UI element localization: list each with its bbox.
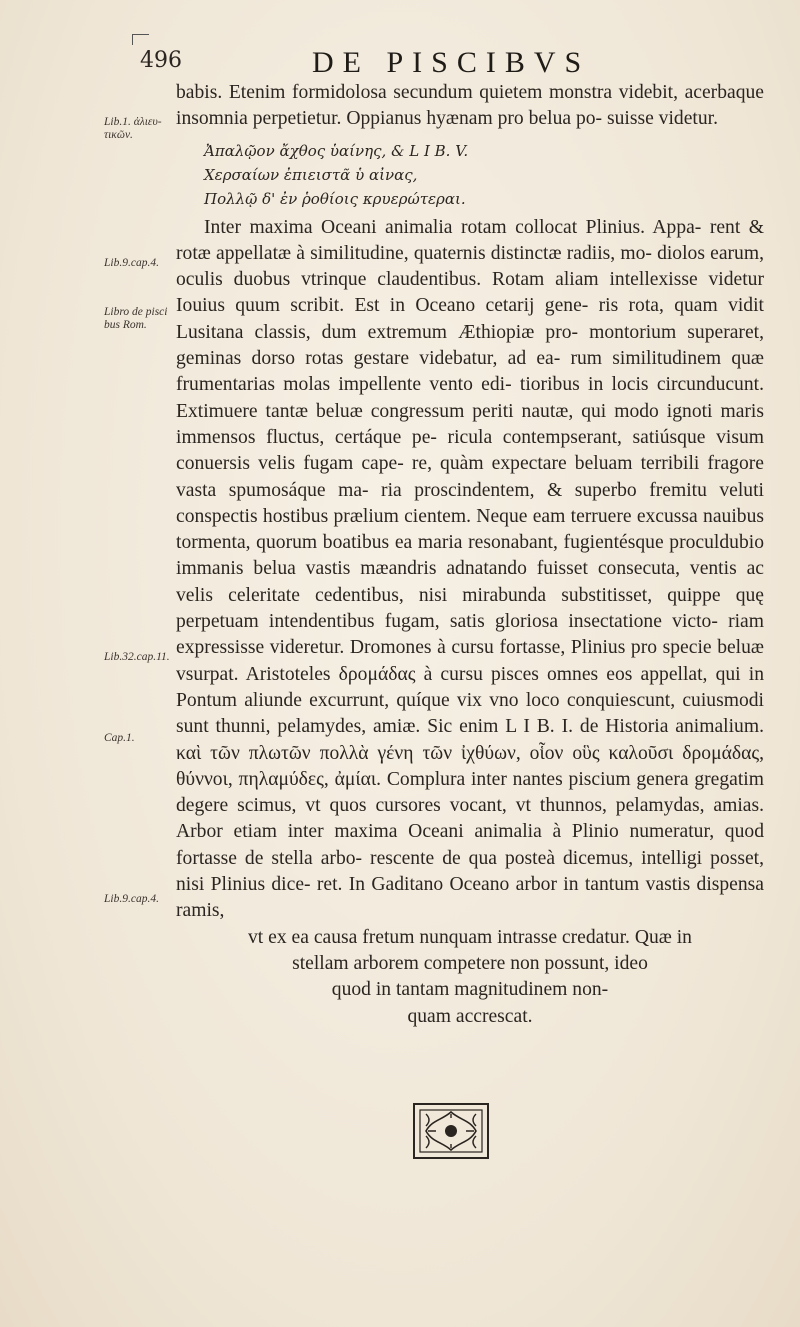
main-paragraph: Inter maxima Oceani animalia rotam collocat Plinius. Appa- rent & rotæ appellatæ à similitudine, quaternis distinctæ radiis, mo- diolos earum, oculis duobus vtrinque claudentibus. Rotam aliam intellexisse videtur Iouius quum scribit. Est in Oceano cetarij gene- ris rota, quam vidit Lusitana classis, dum extremum Æthiopiæ pro- montorium superaret, geminas dorso rotas gestare videbatur, ad ea- rum similitudinem quæ frumentarias molas impellente vento edi- tioribus in locis circunducunt. Extimuere tantæ beluæ congressum periti nautæ, qui modo ignoti maris immensos fluctus, certáque pe- ricula contempserant, satiúsque visum conuersis velis fugam cape- re, quàm expectare beluam terribili fragore vasta spumosáque ma- ria proscindentem, & superbo fremitu veluti conspectis hostibus prælium cientem. Neque eam terruere excussa nauibus tormenta, quorum boatibus ea maria resonabant, fugientésque proculdubio immanis belua vastis mæandris adnatando fuisset consecuta, ventis ac velis celeritate cedentibus, nisi mirabunda substitisset, quippe quę perpetuam intendentibus fugam, satis gloriosa insectatione victo- riam expressisse videretur. Dromones à cursu fortasse, Plinius pro specie beluæ vsurpat. Aristoteles δρομάδας à cursu pisces omnes eos appellat, qui in Pontum aliunde excurrunt, quíque vix vno loco conquiescunt, cuiusmodi sunt thunni, pelamydes, amiæ. Sic enim L I B. I. de Historia animalium. καὶ τῶν πλωτῶν πολλὰ γένη τῶν ἰχθύων, οἷον οὓς καλοῦσι δρομάδας, θύννοι, πηλαμύδες, ἀμίαι. Complura inter nantes piscium genera gregatim degere scimus, vt quos cursores vocant, vt thunnos, pelamydas, amias. Arbor etiam inter maxima Oceani animalia à Plinio numeratur, quod fortasse de stella arbo- rescente de qua posteà dicemus, intelligi posset, nisi Plinius dice- ret. In Gaditano Oceano arbor in tantum vastis dispensa ramis, — [176, 216, 764, 922]
intro-paragraph: babis. Etenim formidolosa secundum quietem monstra videbit, acerbaque insomnia perpetietur. Oppianus hyænam pro belua po- suisse videtur. — [176, 82, 764, 130]
printers-ornament-icon — [412, 1102, 490, 1160]
margin-note-5: Cap.1. — [104, 732, 135, 744]
closing-line-2: stellam arborem competere non possunt, ideo — [292, 952, 648, 974]
page-header — [134, 44, 694, 84]
verse-line-3: Πολλῷ δ' ἐν ῥοθίοις κρυερώτεραι. — [204, 189, 466, 208]
closing-line-1: vt ex ea causa fretum nunquam intrasse credatur. Quæ in — [248, 926, 692, 948]
margin-note-3: Libro de pisci bus Rom. — [104, 306, 168, 331]
verse-line-1: Ἀπαλῷον ἄχθος ὑαίνης, & L I B. V. — [204, 141, 469, 160]
page-number: 496 — [140, 48, 182, 73]
closing-lines — [176, 925, 764, 1030]
closing-line-3: quod in tantam magnitudinem non- — [331, 979, 609, 1001]
margin-note-6: Lib.9.cap.4. — [104, 893, 159, 905]
margin-note-1: Lib.1. ἀλιευ- τικῶν. — [104, 116, 162, 141]
margin-note-2: Lib.9.cap.4. — [104, 257, 159, 269]
verse-line-2: Χερσαίων ἐπιειστᾶ ὑ αἰνας, — [204, 165, 418, 184]
body-text — [176, 80, 764, 1030]
running-head: DE PISCIBVS — [312, 46, 591, 79]
closing-line-4: quam accrescat. — [407, 1005, 533, 1027]
greek-verse — [176, 139, 764, 211]
margin-note-4: Lib.32.cap.11. — [104, 651, 170, 663]
